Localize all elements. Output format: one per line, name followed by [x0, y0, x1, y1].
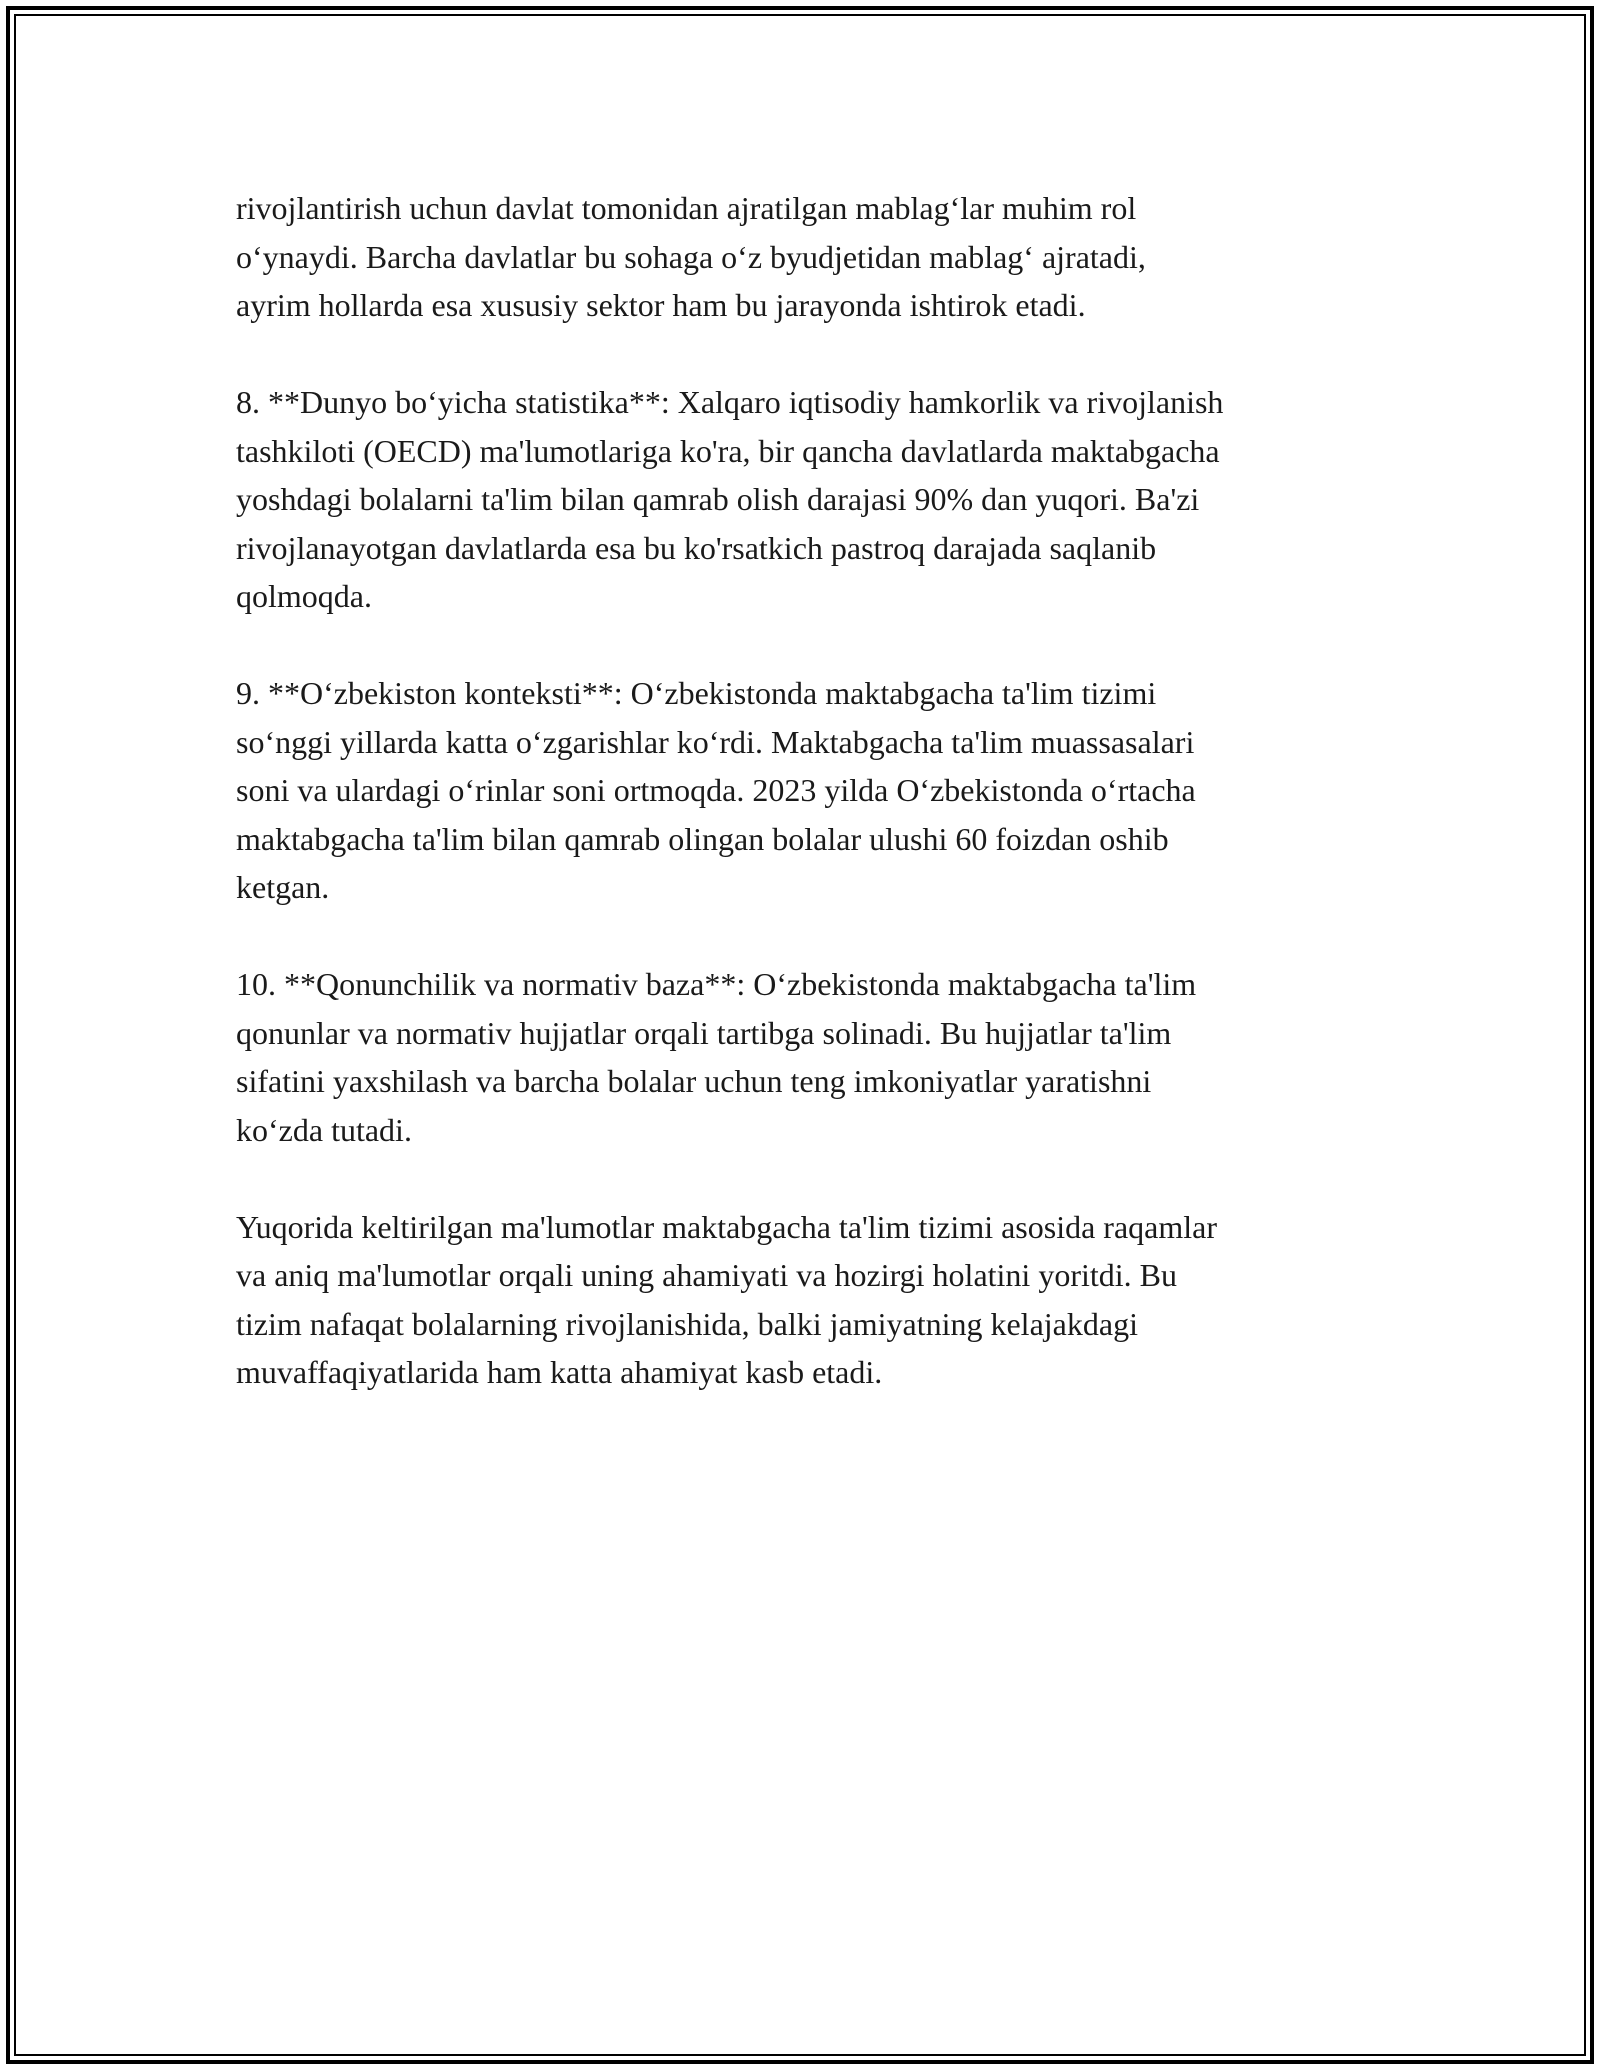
text-line: 9. **O‘zbekiston konteksti**: O‘zbekistonda maktabgacha ta'lim tizimi	[236, 675, 1157, 711]
paragraph-conclusion	[236, 1203, 1376, 1397]
text-line: muvaffaqiyatlarida ham katta ahamiyat kasb etadi.	[236, 1354, 883, 1390]
text-line: soni va ulardagi o‘rinlar soni ortmoqda. 2023 yilda O‘zbekistonda o‘rtacha	[236, 772, 1196, 808]
text-line: yoshdagi bolalarni ta'lim bilan qamrab olish darajasi 90% dan yuqori. Ba'zi	[236, 481, 1200, 517]
text-line: ko‘zda tutadi.	[236, 1111, 412, 1148]
text-line: rivojlanayotgan davlatlarda esa bu ko'rsatkich pastroq darajada saqlanib	[236, 529, 1157, 566]
text-line: 10. **Qonunchilik va normativ baza**: O‘zbekistonda maktabgacha ta'lim	[236, 966, 1197, 1002]
text-line: maktabgacha ta'lim bilan qamrab olingan bolalar ulushi 60 foizdan oshib	[236, 820, 1169, 857]
paragraph-item-8	[236, 378, 1376, 621]
text-line: qolmoqda.	[236, 578, 372, 614]
paragraph-item-9	[236, 669, 1376, 912]
text-line: ayrim hollarda esa xususiy sektor ham bu jarayonda ishtirok etadi.	[236, 287, 1086, 323]
document-body	[236, 184, 1376, 1445]
text-line: ketgan.	[236, 869, 330, 905]
text-line: qonunlar va normativ hujjatlar orqali tartibga solinadi. Bu hujjatlar ta'lim	[236, 1014, 1172, 1051]
text-line: 8. **Dunyo bo‘yicha statistika**: Xalqaro iqtisodiy hamkorlik va rivojlanish	[236, 384, 1224, 420]
text-line: so‘nggi yillarda katta o‘zgarishlar ko‘rdi. Maktabgacha ta'lim muassasalari	[236, 723, 1195, 760]
text-line: va aniq ma'lumotlar orqali uning ahamiyati va hozirgi holatini yoritdi. Bu	[236, 1257, 1177, 1293]
text-line: sifatini yaxshilash va barcha bolalar uchun teng imkoniyatlar yaratishni	[236, 1063, 1152, 1099]
paragraph-intro-continuation	[236, 184, 1376, 330]
text-line: o‘ynaydi. Barcha davlatlar bu sohaga o‘z byudjetidan mablag‘ ajratadi,	[236, 238, 1146, 275]
text-line: tizim nafaqat bolalarning rivojlanishida, balki jamiyatning kelajakdagi	[236, 1305, 1138, 1342]
text-line: rivojlantirish uchun davlat tomonidan ajratilgan mablag‘lar muhim rol	[236, 190, 1137, 226]
text-line: Yuqorida keltirilgan ma'lumotlar maktabgacha ta'lim tizimi asosida raqamlar	[236, 1208, 1217, 1245]
paragraph-item-10	[236, 960, 1376, 1154]
text-line: tashkiloti (OECD) ma'lumotlariga ko'ra, bir qancha davlatlarda maktabgacha	[236, 432, 1220, 469]
